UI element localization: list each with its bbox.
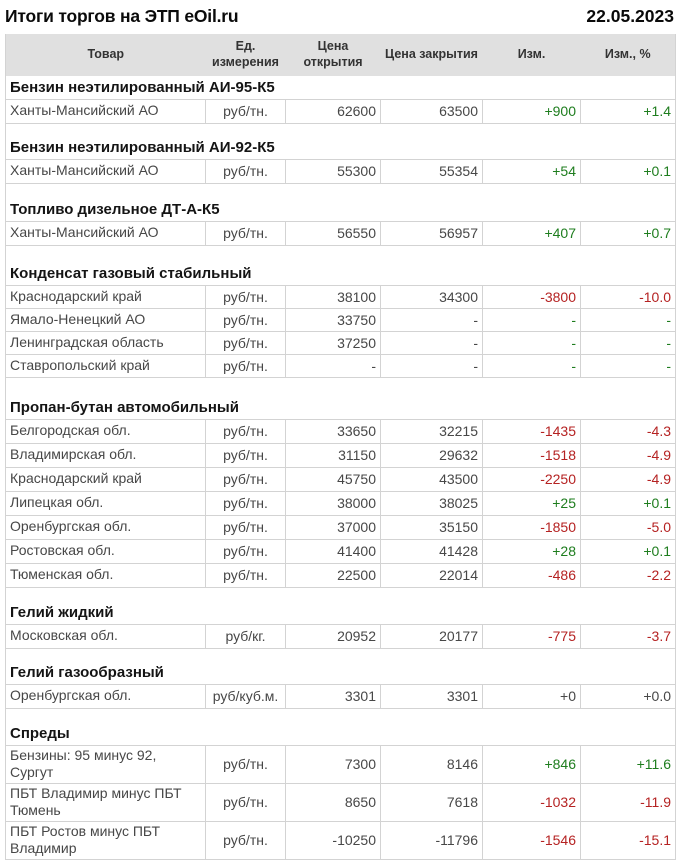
open-price-cell: 3301	[286, 684, 381, 708]
close-price-cell: 3301	[381, 684, 483, 708]
open-price-cell: 37000	[286, 515, 381, 539]
change-cell: -1546	[483, 821, 581, 859]
table-row	[6, 331, 676, 354]
close-price-cell: 8146	[381, 745, 483, 783]
col-header-change: Изм.	[483, 34, 581, 76]
section-empty-cell	[381, 661, 483, 684]
table-row	[6, 354, 676, 377]
section-title: Спреды	[10, 724, 70, 742]
table-row	[6, 491, 676, 515]
column-header-row	[6, 34, 676, 76]
change-pct-cell: -4.3	[581, 419, 676, 443]
close-price-cell: 63500	[381, 99, 483, 123]
close-price-cell: 41428	[381, 539, 483, 563]
title-bar	[5, 3, 675, 34]
section-header-row	[6, 262, 676, 285]
open-price-cell: 38000	[286, 491, 381, 515]
close-price-cell: 29632	[381, 443, 483, 467]
product-cell: Липецкая обл.	[6, 491, 206, 515]
report-date: 22.05.2023	[586, 6, 674, 26]
unit-cell: руб/тн.	[206, 745, 286, 783]
section-empty-cell	[483, 661, 581, 684]
spacer-row	[6, 648, 676, 661]
spacer-row	[6, 183, 676, 198]
change-pct-cell: -4.9	[581, 443, 676, 467]
section-empty-cell	[381, 722, 483, 745]
unit-cell: руб/тн.	[206, 563, 286, 587]
open-price-cell: 7300	[286, 745, 381, 783]
unit-cell: руб/тн.	[206, 354, 286, 377]
change-pct-cell: -5.0	[581, 515, 676, 539]
section-title: Топливо дизельное ДТ-А-К5	[10, 200, 220, 218]
product-cell: Московская обл.	[6, 624, 206, 648]
product-cell: Ставропольский край	[6, 354, 206, 377]
product-cell: ПБТ Ростов минус ПБТ Владимир	[6, 821, 206, 859]
change-pct-cell: -10.0	[581, 285, 676, 308]
change-pct-cell: -4.9	[581, 467, 676, 491]
section-empty-cell	[286, 722, 381, 745]
section-title: Конденсат газовый стабильный	[10, 264, 252, 282]
section-title: Гелий газообразный	[10, 663, 164, 681]
section-empty-cell	[581, 661, 676, 684]
table-row	[6, 467, 676, 491]
table-row	[6, 159, 676, 183]
open-price-cell: 33750	[286, 308, 381, 331]
table-row	[6, 221, 676, 245]
section-empty-cell	[483, 722, 581, 745]
product-cell: Ростовская обл.	[6, 539, 206, 563]
unit-cell: руб/тн.	[206, 467, 286, 491]
change-cell: -	[483, 308, 581, 331]
change-cell: -3800	[483, 285, 581, 308]
product-cell: Белгородская обл.	[6, 419, 206, 443]
table-row	[6, 624, 676, 648]
unit-cell: руб/тн.	[206, 783, 286, 821]
product-cell: Ханты-Мансийский АО	[6, 99, 206, 123]
product-cell: Владимирская обл.	[6, 443, 206, 467]
change-pct-cell: +0.1	[581, 491, 676, 515]
change-pct-cell: -2.2	[581, 563, 676, 587]
unit-cell: руб/тн.	[206, 308, 286, 331]
close-price-cell: 38025	[381, 491, 483, 515]
section-empty-cell	[206, 601, 286, 624]
change-pct-cell: -	[581, 308, 676, 331]
close-price-cell: 55354	[381, 159, 483, 183]
results-table	[5, 34, 676, 860]
section-empty-cell	[206, 661, 286, 684]
product-cell: Ямало-Ненецкий АО	[6, 308, 206, 331]
open-price-cell: 55300	[286, 159, 381, 183]
unit-cell: руб/тн.	[206, 419, 286, 443]
unit-cell: руб/тн.	[206, 539, 286, 563]
change-cell: -	[483, 331, 581, 354]
section-empty-cell	[483, 601, 581, 624]
product-cell: Ханты-Мансийский АО	[6, 221, 206, 245]
section-header-row	[6, 136, 676, 159]
open-price-cell: 33650	[286, 419, 381, 443]
close-price-cell: -	[381, 308, 483, 331]
product-cell: Тюменская обл.	[6, 563, 206, 587]
change-cell: +900	[483, 99, 581, 123]
change-pct-cell: -	[581, 331, 676, 354]
section-title: Бензин неэтилированный АИ-92-К5	[10, 138, 275, 156]
close-price-cell: 32215	[381, 419, 483, 443]
product-cell: ПБТ Владимир минус ПБТ Тюмень	[6, 783, 206, 821]
change-cell: -486	[483, 563, 581, 587]
close-price-cell: 7618	[381, 783, 483, 821]
open-price-cell: 62600	[286, 99, 381, 123]
table-row	[6, 563, 676, 587]
product-cell: Краснодарский край	[6, 285, 206, 308]
open-price-cell: 31150	[286, 443, 381, 467]
open-price-cell: 8650	[286, 783, 381, 821]
change-cell: +28	[483, 539, 581, 563]
col-header-change-pct: Изм., %	[581, 34, 676, 76]
close-price-cell: 22014	[381, 563, 483, 587]
table-row	[6, 443, 676, 467]
section-title: Бензин неэтилированный АИ-95-К5	[10, 78, 275, 96]
open-price-cell: -	[286, 354, 381, 377]
change-pct-cell: -	[581, 354, 676, 377]
page-title: Итоги торгов на ЭТП eOil.ru	[5, 6, 239, 26]
col-header-unit: Ед. измерения	[206, 34, 286, 76]
change-cell: -1435	[483, 419, 581, 443]
change-pct-cell: +11.6	[581, 745, 676, 783]
change-cell: -1850	[483, 515, 581, 539]
spacer-row	[6, 245, 676, 262]
open-price-cell: 37250	[286, 331, 381, 354]
unit-cell: руб/тн.	[206, 331, 286, 354]
section-empty-cell	[381, 601, 483, 624]
product-cell: Оренбургская обл.	[6, 684, 206, 708]
open-price-cell: 20952	[286, 624, 381, 648]
unit-cell: руб/тн.	[206, 221, 286, 245]
close-price-cell: 43500	[381, 467, 483, 491]
unit-cell: руб/тн.	[206, 285, 286, 308]
close-price-cell: 56957	[381, 221, 483, 245]
change-cell: -2250	[483, 467, 581, 491]
unit-cell: руб/кг.	[206, 624, 286, 648]
change-cell: -775	[483, 624, 581, 648]
section-empty-cell	[206, 722, 286, 745]
open-price-cell: 38100	[286, 285, 381, 308]
section-title: Гелий жидкий	[10, 603, 114, 621]
table-row	[6, 745, 676, 783]
change-pct-cell: -11.9	[581, 783, 676, 821]
change-cell: -1518	[483, 443, 581, 467]
unit-cell: руб/тн.	[206, 443, 286, 467]
table-row	[6, 821, 676, 859]
spacer-row	[6, 708, 676, 722]
col-header-open-price: Цена открытия	[286, 34, 381, 76]
change-cell: -1032	[483, 783, 581, 821]
close-price-cell: 34300	[381, 285, 483, 308]
section-header-row	[6, 76, 676, 99]
section-empty-cell	[581, 601, 676, 624]
change-pct-cell: +0.0	[581, 684, 676, 708]
change-pct-cell: +1.4	[581, 99, 676, 123]
section-empty-cell	[581, 722, 676, 745]
section-header-row	[6, 396, 676, 419]
open-price-cell: 22500	[286, 563, 381, 587]
close-price-cell: 20177	[381, 624, 483, 648]
unit-cell: руб/тн.	[206, 515, 286, 539]
product-cell: Краснодарский край	[6, 467, 206, 491]
change-cell: +846	[483, 745, 581, 783]
unit-cell: руб/тн.	[206, 159, 286, 183]
close-price-cell: -	[381, 354, 483, 377]
spacer-row	[6, 123, 676, 136]
table-row	[6, 684, 676, 708]
product-cell: Ленинградская область	[6, 331, 206, 354]
product-cell: Оренбургская обл.	[6, 515, 206, 539]
table-row	[6, 285, 676, 308]
col-header-close-price: Цена закрытия	[381, 34, 483, 76]
section-header-row	[6, 661, 676, 684]
change-pct-cell: +0.7	[581, 221, 676, 245]
section-empty-cell	[286, 661, 381, 684]
close-price-cell: -	[381, 331, 483, 354]
table-row	[6, 539, 676, 563]
section-title: Пропан-бутан автомобильный	[10, 398, 239, 416]
table-row	[6, 419, 676, 443]
close-price-cell: -11796	[381, 821, 483, 859]
change-cell: -	[483, 354, 581, 377]
product-cell: Ханты-Мансийский АО	[6, 159, 206, 183]
close-price-cell: 35150	[381, 515, 483, 539]
unit-cell: руб/тн.	[206, 99, 286, 123]
unit-cell: руб/тн.	[206, 491, 286, 515]
table-row	[6, 783, 676, 821]
section-header-row	[6, 601, 676, 624]
spacer-row	[6, 377, 676, 396]
open-price-cell: 56550	[286, 221, 381, 245]
change-cell: +54	[483, 159, 581, 183]
section-header-row	[6, 722, 676, 745]
open-price-cell: 41400	[286, 539, 381, 563]
change-cell: +25	[483, 491, 581, 515]
section-empty-cell	[286, 601, 381, 624]
spacer-row	[6, 587, 676, 601]
unit-cell: руб/куб.м.	[206, 684, 286, 708]
unit-cell: руб/тн.	[206, 821, 286, 859]
change-pct-cell: +0.1	[581, 539, 676, 563]
change-cell: +0	[483, 684, 581, 708]
change-cell: +407	[483, 221, 581, 245]
change-pct-cell: +0.1	[581, 159, 676, 183]
section-header-row	[6, 198, 676, 221]
open-price-cell: 45750	[286, 467, 381, 491]
product-cell: Бензины: 95 минус 92, Сургут	[6, 745, 206, 783]
col-header-product: Товар	[6, 34, 206, 76]
change-pct-cell: -15.1	[581, 821, 676, 859]
table-row	[6, 515, 676, 539]
table-row	[6, 99, 676, 123]
change-pct-cell: -3.7	[581, 624, 676, 648]
table-row	[6, 308, 676, 331]
open-price-cell: -10250	[286, 821, 381, 859]
